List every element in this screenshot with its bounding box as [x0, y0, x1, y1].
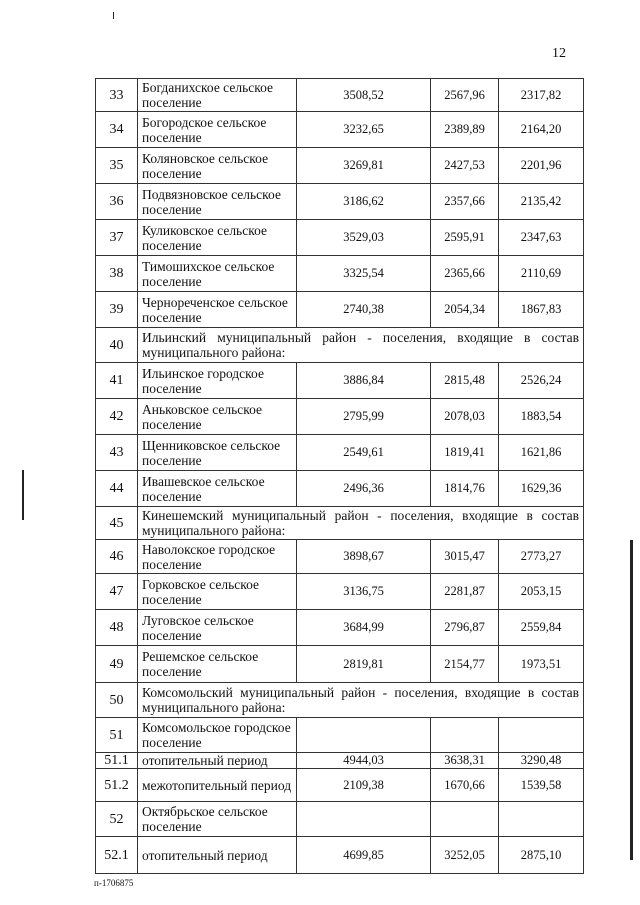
row-number: 45 — [96, 507, 138, 540]
row-number: 47 — [96, 574, 138, 610]
section-header: Ильинский муниципальный район - поселения, входящие в состав муниципального района: — [138, 328, 584, 363]
value-1: 3136,75 — [297, 574, 431, 610]
settlement-name: Горковское сельское поселение — [138, 574, 297, 610]
scan-mark — [113, 12, 114, 19]
table-row — [96, 148, 584, 184]
settlement-name: Чернореченское сельское поселение — [138, 292, 297, 328]
settlement-name: Щенниковское сельское поселение — [138, 435, 297, 471]
value-3: 2526,24 — [499, 363, 584, 399]
row-number: 35 — [96, 148, 138, 184]
table-row — [96, 471, 584, 507]
value-1: 2740,38 — [297, 292, 431, 328]
settlement-name: Октябрьское сельское поселение — [138, 802, 297, 837]
value-1: 3684,99 — [297, 610, 431, 646]
value-2: 2815,48 — [431, 363, 499, 399]
value-3: 2053,15 — [499, 574, 584, 610]
value-1: 2819,81 — [297, 646, 431, 683]
section-header-row — [96, 507, 584, 540]
table-row — [96, 79, 584, 112]
row-number: 51 — [96, 718, 138, 753]
section-header: Кинешемский муниципальный район - поселения, входящие в состав муниципального района: — [138, 507, 584, 540]
table-row — [96, 399, 584, 435]
table-row — [96, 718, 584, 753]
value-3: 1883,54 — [499, 399, 584, 435]
table-row — [96, 363, 584, 399]
value-3 — [499, 802, 584, 837]
value-3: 2347,63 — [499, 220, 584, 256]
value-3: 2201,96 — [499, 148, 584, 184]
value-2: 3252,05 — [431, 837, 499, 874]
table-row — [96, 220, 584, 256]
settlement-name: Ильинское городское поселение — [138, 363, 297, 399]
value-2: 2281,87 — [431, 574, 499, 610]
value-2: 2595,91 — [431, 220, 499, 256]
value-1: 4699,85 — [297, 837, 431, 874]
value-2: 2567,96 — [431, 79, 499, 112]
settlement-name: Богородское сельское поселение — [138, 112, 297, 148]
row-number: 49 — [96, 646, 138, 683]
settlement-name: Коляновское сельское поселение — [138, 148, 297, 184]
scan-mark — [22, 470, 24, 520]
value-1: 3508,52 — [297, 79, 431, 112]
value-3: 1973,51 — [499, 646, 584, 683]
value-1: 3232,65 — [297, 112, 431, 148]
row-number: 52.1 — [96, 837, 138, 874]
settlement-name: Богданихское сельское поселение — [138, 79, 297, 112]
value-3: 1539,58 — [499, 769, 584, 802]
value-3: 2559,84 — [499, 610, 584, 646]
value-2: 1670,66 — [431, 769, 499, 802]
value-2: 1819,41 — [431, 435, 499, 471]
value-3: 2164,20 — [499, 112, 584, 148]
settlement-name: Комсомольское городское поселение — [138, 718, 297, 753]
value-2: 2054,34 — [431, 292, 499, 328]
value-1: 4944,03 — [297, 753, 431, 769]
value-2: 2078,03 — [431, 399, 499, 435]
table-row — [96, 646, 584, 683]
value-1: 2496,36 — [297, 471, 431, 507]
value-3: 1629,36 — [499, 471, 584, 507]
row-number: 38 — [96, 256, 138, 292]
table-row — [96, 769, 584, 802]
value-1: 2109,38 — [297, 769, 431, 802]
page-number: 12 — [552, 46, 566, 61]
row-number: 43 — [96, 435, 138, 471]
value-1: 3269,81 — [297, 148, 431, 184]
value-3: 3290,48 — [499, 753, 584, 769]
scan-mark — [630, 540, 633, 860]
value-1: 2549,61 — [297, 435, 431, 471]
value-3: 1621,86 — [499, 435, 584, 471]
value-1: 3325,54 — [297, 256, 431, 292]
section-header: Комсомольский муниципальный район - поселения, входящие в состав муниципального района: — [138, 683, 584, 718]
table-row — [96, 837, 584, 874]
settlement-name: отопительный период — [138, 837, 297, 874]
table-row — [96, 112, 584, 148]
value-2 — [431, 802, 499, 837]
settlement-name: Куликовское сельское поселение — [138, 220, 297, 256]
value-3: 2317,82 — [499, 79, 584, 112]
row-number: 37 — [96, 220, 138, 256]
table-row — [96, 435, 584, 471]
settlement-name: межотопительный период — [138, 769, 297, 802]
row-number: 39 — [96, 292, 138, 328]
settlement-name: отопительный период — [138, 753, 297, 769]
value-1: 2795,99 — [297, 399, 431, 435]
value-3: 2773,27 — [499, 540, 584, 574]
value-2: 1814,76 — [431, 471, 499, 507]
row-number: 50 — [96, 683, 138, 718]
settlement-name: Наволокское городское поселение — [138, 540, 297, 574]
row-number: 46 — [96, 540, 138, 574]
table-row — [96, 802, 584, 837]
value-3 — [499, 718, 584, 753]
value-2 — [431, 718, 499, 753]
table-row — [96, 292, 584, 328]
table-row — [96, 753, 584, 769]
row-number: 33 — [96, 79, 138, 112]
value-2: 2427,53 — [431, 148, 499, 184]
table-row — [96, 574, 584, 610]
row-number: 44 — [96, 471, 138, 507]
value-2: 3015,47 — [431, 540, 499, 574]
table-row — [96, 256, 584, 292]
value-2: 2389,89 — [431, 112, 499, 148]
row-number: 51.2 — [96, 769, 138, 802]
row-number: 48 — [96, 610, 138, 646]
value-3: 2875,10 — [499, 837, 584, 874]
value-2: 2154,77 — [431, 646, 499, 683]
value-2: 2365,66 — [431, 256, 499, 292]
settlement-name: Тимошихское сельское поселение — [138, 256, 297, 292]
document-code: п-1706875 — [94, 878, 134, 888]
tariff-table — [95, 78, 584, 874]
value-1 — [297, 718, 431, 753]
value-1: 3186,62 — [297, 184, 431, 220]
settlement-name: Решемское сельское поселение — [138, 646, 297, 683]
table-row — [96, 540, 584, 574]
row-number: 40 — [96, 328, 138, 363]
settlement-name: Луговское сельское поселение — [138, 610, 297, 646]
table-row — [96, 184, 584, 220]
settlement-name: Подвязновское сельское поселение — [138, 184, 297, 220]
value-3: 2135,42 — [499, 184, 584, 220]
row-number: 51.1 — [96, 753, 138, 769]
table-row — [96, 610, 584, 646]
row-number: 34 — [96, 112, 138, 148]
settlement-name: Ивашевское сельское поселение — [138, 471, 297, 507]
value-1: 3886,84 — [297, 363, 431, 399]
row-number: 42 — [96, 399, 138, 435]
value-3: 2110,69 — [499, 256, 584, 292]
value-2: 2796,87 — [431, 610, 499, 646]
value-1: 3898,67 — [297, 540, 431, 574]
value-2: 2357,66 — [431, 184, 499, 220]
value-1: 3529,03 — [297, 220, 431, 256]
row-number: 52 — [96, 802, 138, 837]
row-number: 36 — [96, 184, 138, 220]
row-number: 41 — [96, 363, 138, 399]
settlement-name: Аньковское сельское поселение — [138, 399, 297, 435]
value-2: 3638,31 — [431, 753, 499, 769]
section-header-row — [96, 328, 584, 363]
section-header-row — [96, 683, 584, 718]
value-1 — [297, 802, 431, 837]
value-3: 1867,83 — [499, 292, 584, 328]
